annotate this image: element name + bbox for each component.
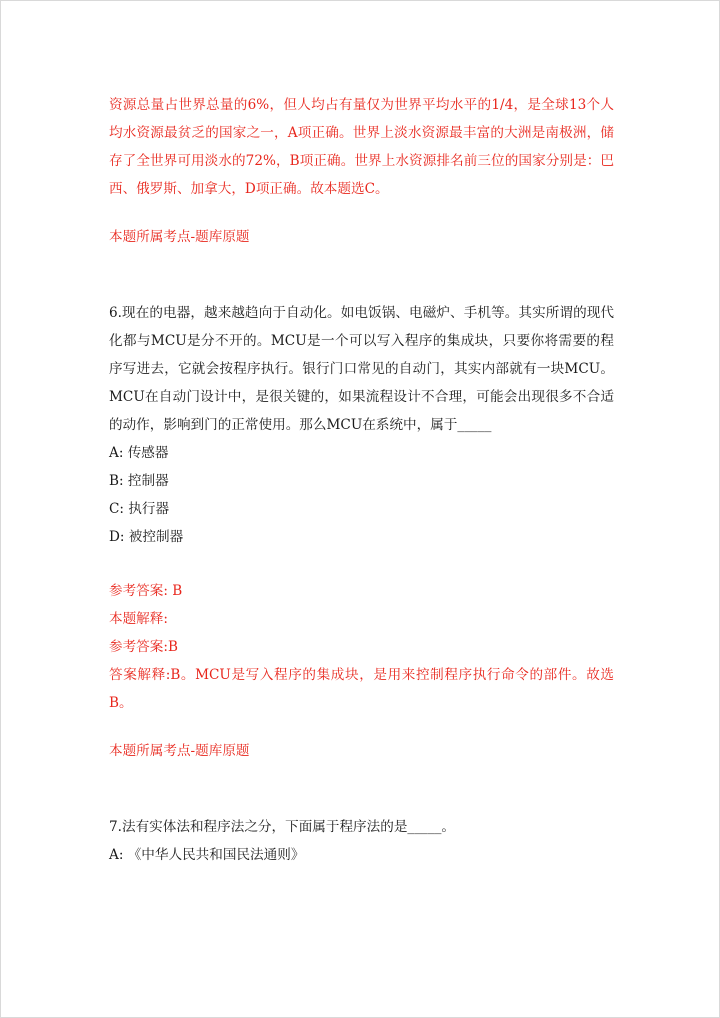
page-content [109,91,614,869]
q6-explain-heading: 本题解释: [109,611,168,627]
q6-option-a: A: 传感器 [109,445,169,461]
q5-source-tag: 本题所属考点-题库原题 [109,229,250,245]
q6-source-tag: 本题所属考点-题库原题 [109,743,250,759]
q6-answer-repeat: 参考答案:B [109,639,178,655]
q6-answer: 参考答案: B [109,583,183,599]
q6-option-c: C: 执行器 [109,501,170,517]
q6-stem: 6.现在的电器，越来越趋向于自动化。如电饭锅、电磁炉、手机等。其实所谓的现代化都与MCU是分不开的。MCU是一个可以写入程序的集成块，只要你将需要的程序写进去，它就会按程序执行。银行门口常见的自动门，其实内部就有一块MCU。MCU在自动门设计中，是很关键的，如果流程设计不合理，可能会出现很多不合适的动作，影响到门的正常使用。那么MCU在系统中，属于_____ [109,305,614,433]
q5-explanation: 资源总量占世界总量的6%，但人均占有量仅为世界平均水平的1/4，是全球13个人均水资源最贫乏的国家之一，A项正确。世界上淡水资源最丰富的大洲是南极洲，储存了全世界可用淡水的72%，B项正确。世界上水资源排名前三位的国家分别是：巴西、俄罗斯、加拿大，D项正确。故本题选C。 [109,97,614,197]
q6-option-d: D: 被控制器 [109,529,184,545]
q6-explanation: 答案解释:B。MCU是写入程序的集成块，是用来控制程序执行命令的部件。故选B。 [109,667,614,711]
q7-option-a: A: 《中华人民共和国民法通则》 [109,847,305,863]
q6-option-b: B: 控制器 [109,473,169,489]
q7-stem: 7.法有实体法和程序法之分，下面属于程序法的是_____。 [109,819,456,835]
